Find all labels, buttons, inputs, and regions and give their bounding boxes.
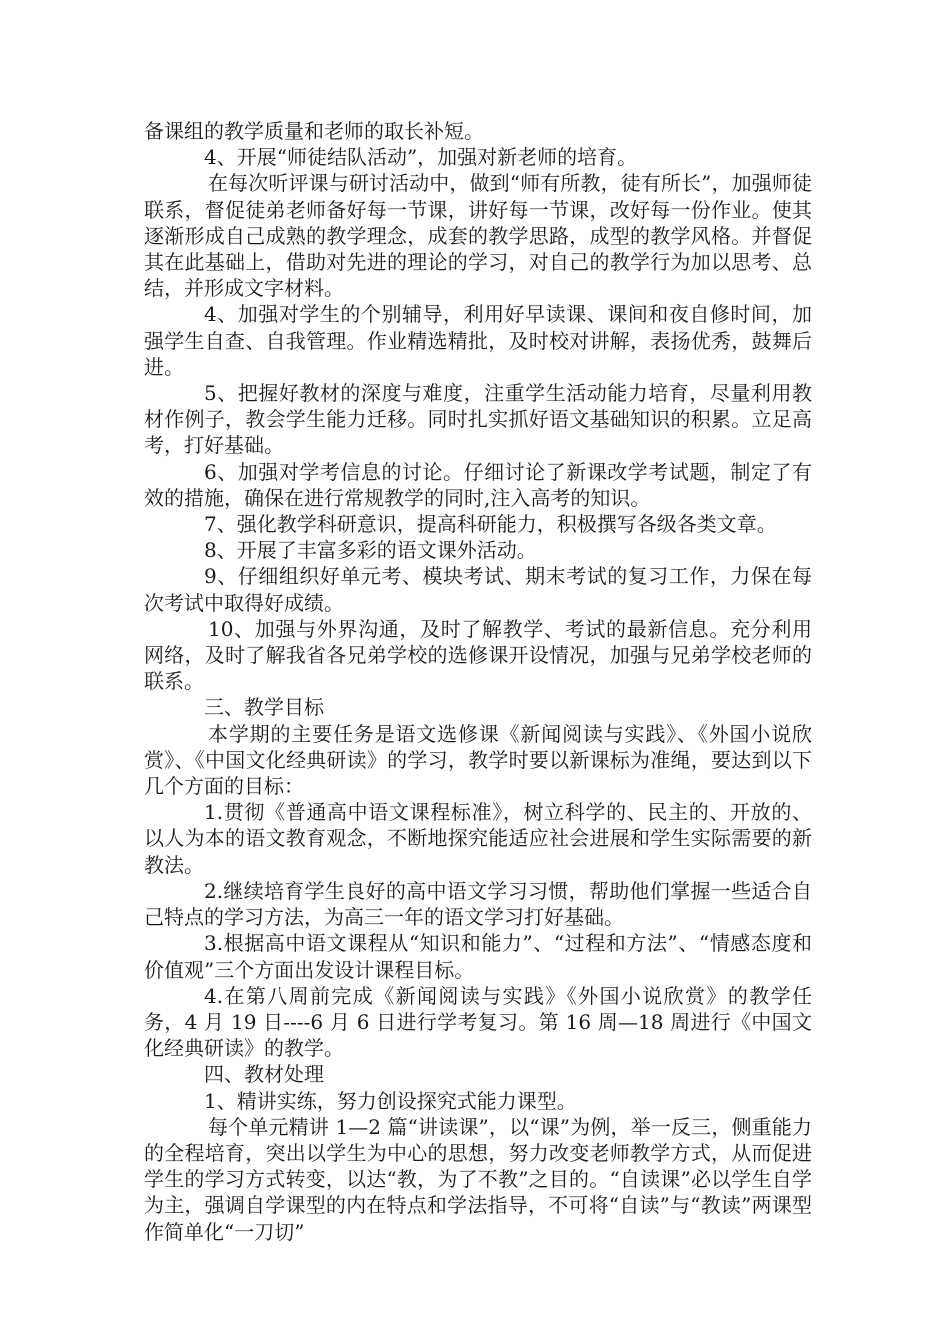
paragraph-unit-teaching: 每个单元精讲 1—2 篇“讲读课”，以“课”为例，举一反三，侧重能力的全程培育，突出以学生为中心的思想，努力改变老师教学方式，从而促进学生的学习方式转变，以达“教，为了不教”之目的。“自读课”必以学生自学为主，强调自学课型的内在特点和学法指导，不可将“自读”与“教读”两课型作简单化“一刀切”	[144, 1114, 812, 1244]
paragraph-goal-1: 1.贯彻《普通高中语文课程标准》，树立科学的、民主的、开放的、以人为本的语文教育观念，不断地探究能适应社会进展和学生实际需要的新教法。	[144, 800, 812, 877]
paragraph-goal-4: 4.在第八周前完成《新闻阅读与实践》《外国小说欣赏》的教学任务，4 月 19 日----6 月 6 日进行学考复习。第 16 周—18 周进行《中国文化经典研读》的教学。	[144, 983, 812, 1061]
paragraph-goal-3: 3.根据高中语文课程从“知识和能力”、“过程和方法”、“情感态度和价值观”三个方面出发设计课程目标。	[144, 931, 812, 982]
section-heading-material-handling: 四、教材处理	[204, 1062, 324, 1087]
paragraph-continuation: 备课组的教学质量和老师的取长补短。	[144, 119, 484, 143]
paragraph-item-5: 5、把握好教材的深度与难度，注重学生活动能力培育，尽量利用教材作例子，教会学生能力迁移。同时扎实抓好语文基础知识的积累。立足高考，打好基础。	[144, 381, 812, 458]
paragraph-item-7: 7、强化教学科研意识，提高科研能力，积极撰写各级各类文章。	[204, 512, 777, 537]
section-heading-teaching-goals: 三、教学目标	[204, 695, 324, 720]
paragraph-item-9: 9、仔细组织好单元考、模块考试、期末考试的复习工作，力保在每次考试中取得好成绩。	[144, 564, 812, 615]
paragraph-item-6: 6、加强对学考信息的讨论。仔细讨论了新课改学考试题，制定了有效的措施，确保在进行常规教学的同时,注入高考的知识。	[144, 459, 812, 510]
paragraph-item-8: 8、开展了丰富多彩的语文课外活动。	[204, 538, 537, 563]
paragraph-semester-task: 本学期的主要任务是语文选修课《新闻阅读与实践》、《外国小说欣赏》、《中国文化经典研读》的学习，教学时要以新课标为准绳，要达到以下几个方面的目标：	[144, 721, 812, 799]
paragraph-material-item-1: 1、精讲实练，努力创设探究式能力课型。	[204, 1088, 577, 1113]
document-page	[144, 118, 812, 1245]
paragraph-goal-2: 2.继续培育学生良好的高中语文学习习惯，帮助他们掌握一些适合自己特点的学习方法，为高三一年的语文学习打好基础。	[144, 878, 812, 930]
paragraph-item-4-mentoring: 4、开展“师徒结队活动”，加强对新老师的培育。	[204, 145, 638, 170]
paragraph-item-4-tutoring: 4、加强对学生的个别辅导，利用好早读课、课间和夜自修时间，加强学生自查、自我管理。作业精选精批，及时校对讲解，表扬优秀，鼓舞后进。	[144, 302, 812, 379]
paragraph-item-10: 10、加强与外界沟通，及时了解教学、考试的最新信息。充分利用网络，及时了解我省各兄弟学校的选修课开设情况，加强与兄弟学校老师的联系。	[144, 616, 812, 694]
paragraph-mentoring-detail: 在每次听评课与研讨活动中，做到“师有所教，徒有所长”，加强师徒联系，督促徒弟老师备好每一节课，讲好每一节课，改好每一份作业。使其逐渐形成自己成熟的教学理念，成套的教学思路，成型的教学风格。并督促其在此基础上，借助对先进的理论的学习，对自己的教学行为加以思考、总结，并形成文字材料。	[144, 171, 812, 301]
